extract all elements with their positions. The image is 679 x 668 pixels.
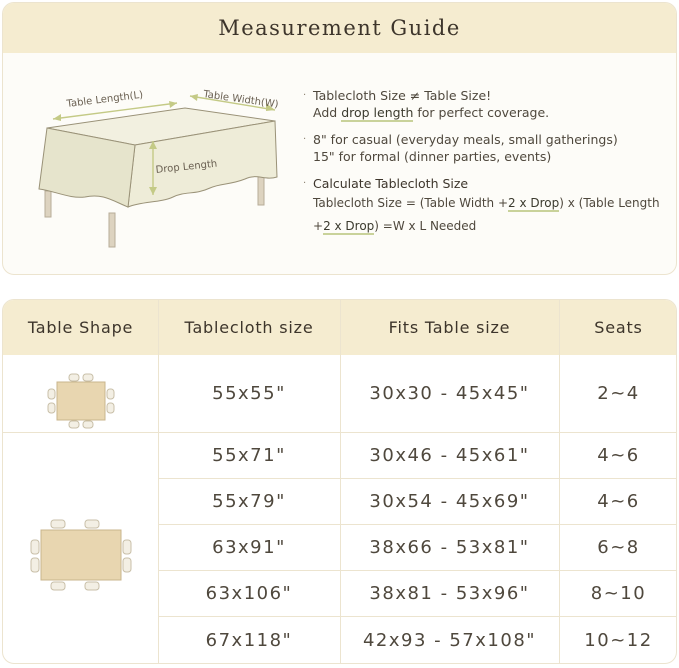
square-table-icon — [43, 372, 119, 430]
note-size — [303, 87, 673, 121]
seats-cell: 10~12 — [584, 629, 653, 651]
tablecloth-size-cell: 63x91" — [212, 537, 286, 558]
fits-size-cell: 38x81 - 53x96" — [369, 583, 530, 604]
fits-size-cell: 38x66 - 53x81" — [369, 537, 530, 558]
table-leg-right — [258, 177, 264, 205]
tablecloth-size-cell: 55x71" — [212, 445, 286, 466]
header-fits-table-size: Fits Table size — [388, 318, 511, 337]
size-table — [2, 299, 677, 664]
measurement-guide-card — [2, 2, 677, 275]
calc-highlight-2: 2 x Drop — [323, 219, 375, 233]
calc-highlight-1: 2 x Drop — [508, 196, 560, 210]
calc-heading: Calculate Tablecloth Size — [313, 176, 469, 191]
fits-size-cell: 42x93 - 57x108" — [362, 629, 537, 651]
drop-length-label: Drop Length — [155, 158, 218, 176]
header-seats: Seats — [594, 318, 643, 337]
seats-cell: 8~10 — [590, 583, 647, 604]
calc-formula-line-2: +2 x Drop) =W x L Needed — [313, 219, 477, 233]
seats-cell: 2~4 — [597, 383, 640, 404]
header-tablecloth-size: Tablecloth size — [184, 318, 314, 337]
guide-header — [3, 3, 676, 53]
seats-cell: 4~6 — [597, 445, 640, 466]
tablecloth-size-cell: 55x79" — [212, 491, 286, 512]
add-drop-line: Add drop length for perfect coverage. — [313, 105, 550, 120]
formal-drop-text: 15" for formal (dinner parties, events) — [313, 149, 552, 164]
bullet-icon: · — [303, 90, 307, 101]
header-table-shape: Table Shape — [27, 318, 134, 337]
tablecloth-size-cell: 67x118" — [205, 629, 293, 651]
note-drop-options — [303, 131, 673, 165]
tablecloth-illustration — [25, 73, 293, 258]
calc-formula-line-1: Tablecloth Size = (Table Width +2 x Drop) x (Table Length — [313, 196, 660, 210]
bullet-icon: · — [303, 134, 307, 145]
table-leg-back — [45, 191, 51, 217]
table-length-label: Table Length(L) — [66, 89, 144, 110]
casual-drop-text: 8" for casual (everyday meals, small gatherings) — [313, 132, 618, 147]
drop-length-highlight: drop length — [341, 105, 414, 120]
fits-size-cell: 30x54 - 45x69" — [369, 491, 530, 512]
rectangle-table-icon — [27, 518, 135, 592]
fits-size-cell: 30x46 - 45x61" — [369, 445, 530, 466]
measurement-notes — [303, 87, 673, 248]
bullet-icon: · — [303, 178, 307, 189]
seats-cell: 6~8 — [597, 537, 640, 558]
table-width-label: Table Width(W) — [202, 89, 280, 111]
note-calculate — [303, 175, 673, 238]
fits-size-cell: 30x30 - 45x45" — [369, 383, 530, 404]
guide-title: Measurement Guide — [218, 16, 461, 40]
seats-cell: 4~6 — [597, 491, 640, 512]
tablecloth-size-cell: 63x106" — [205, 583, 293, 604]
table-leg-left — [109, 213, 115, 247]
tablecloth-size-cell: 55x55" — [212, 383, 286, 404]
size-warning: Tablecloth Size ≠ Table Size! — [313, 88, 492, 103]
